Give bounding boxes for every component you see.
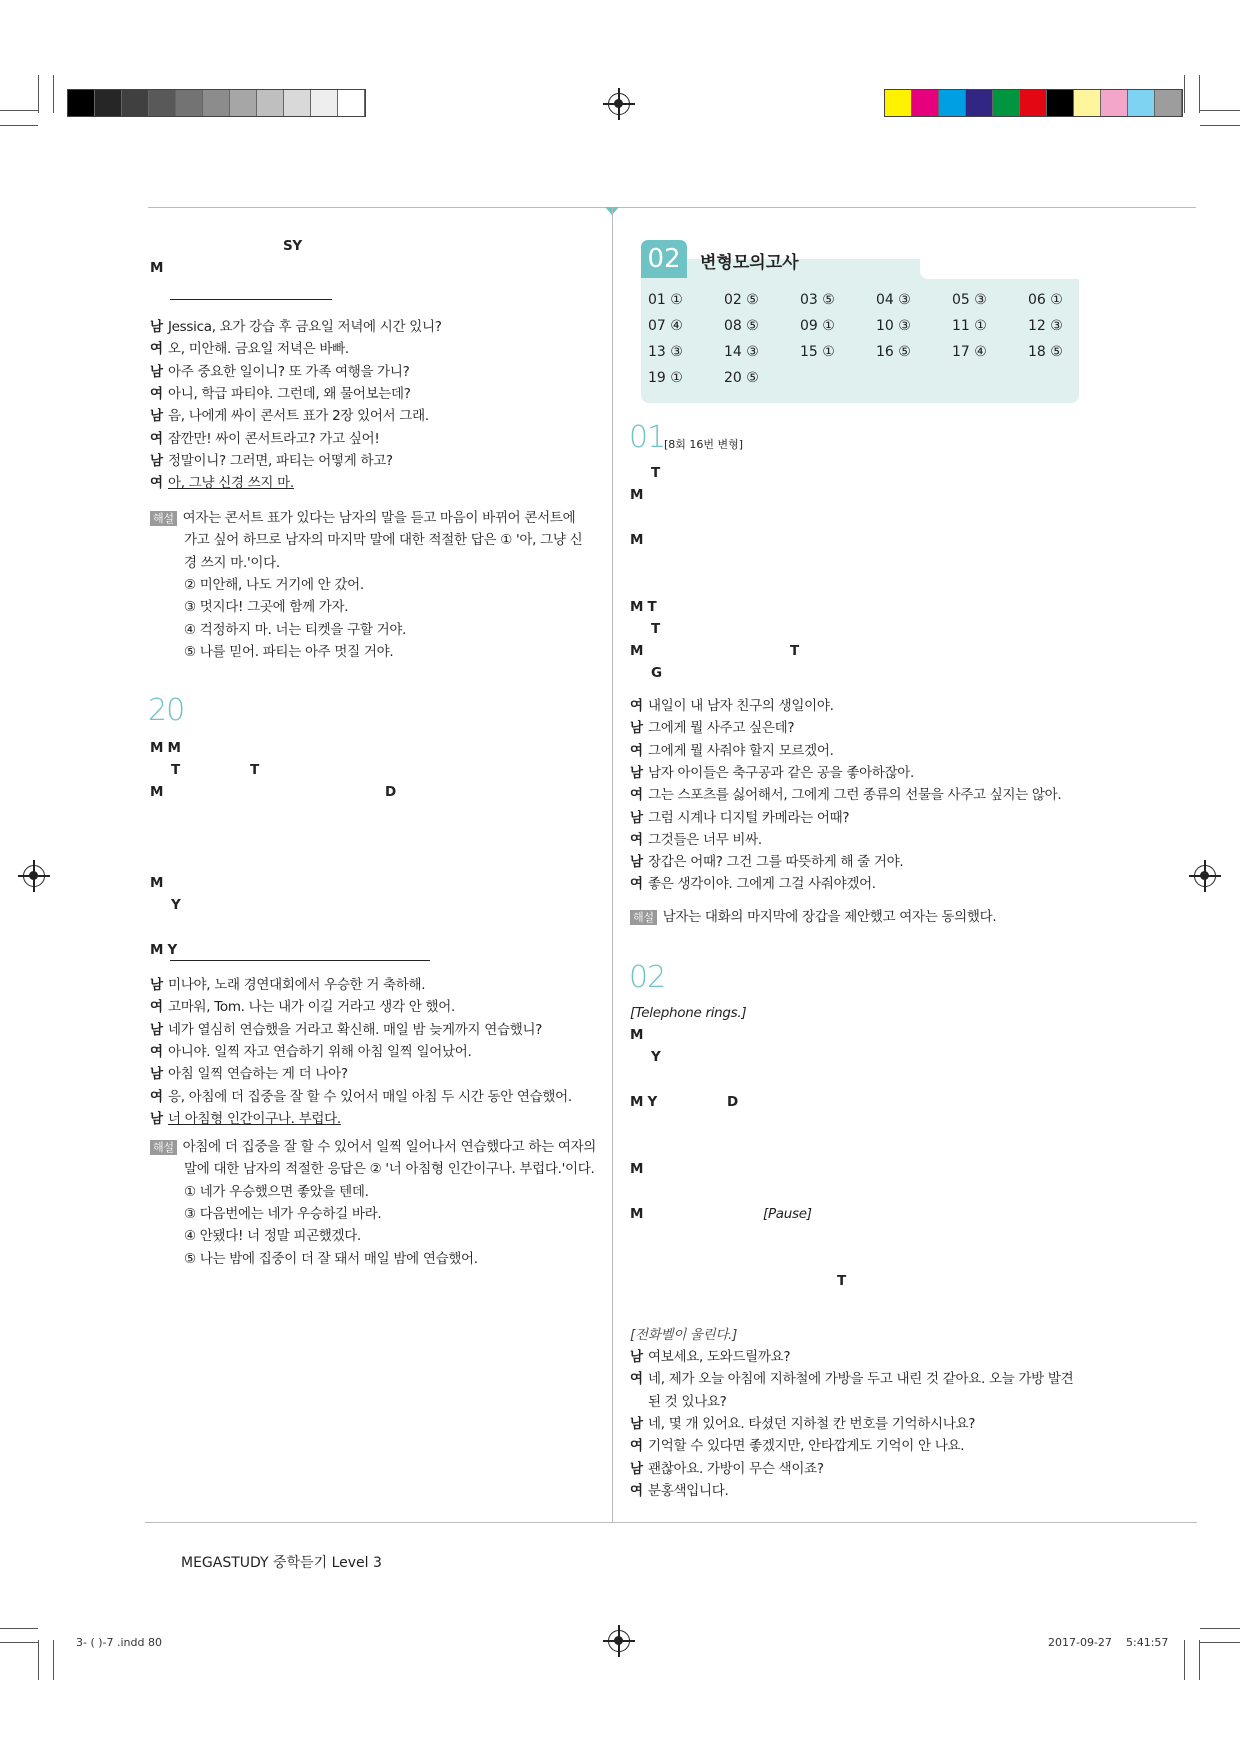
- answer-key-box: [641, 259, 1079, 403]
- q02-letter: Y: [651, 1049, 661, 1065]
- q01-number: 01: [629, 420, 666, 455]
- q01-explanation-text: 남자는 대화의 마지막에 장갑을 제안했고 여자는 동의했다.: [662, 909, 997, 925]
- speaker-label: 여: [150, 999, 163, 1016]
- dialogue-line: [150, 1042, 471, 1062]
- answer-cell: 19 ①: [648, 370, 683, 386]
- answer-cell: 06 ①: [1028, 292, 1063, 308]
- dialogue-text: 너 아침형 인간이구나. 부럽다.: [168, 1110, 341, 1127]
- answer-key-tab-notch: [920, 259, 1079, 279]
- dialogue-line: [150, 1064, 348, 1084]
- answer-cell: 05 ③: [952, 292, 987, 308]
- color-swatch: [1128, 90, 1155, 116]
- answer-cell: 18 ⑤: [1028, 344, 1063, 360]
- q20-letter: M: [150, 784, 164, 800]
- dialogue-line: [630, 1392, 727, 1412]
- dialogue-text: 장갑은 어때? 그건 그를 따뜻하게 해 줄 거야.: [648, 854, 904, 871]
- color-swatch: [885, 90, 912, 116]
- registration-mark-left: [23, 865, 45, 887]
- explanation-option: ③ 다음번에는 네가 우승하길 바라.: [184, 1205, 382, 1222]
- dialogue-line: [630, 785, 1061, 805]
- q01-letter: T: [790, 643, 799, 659]
- color-swatch: [68, 90, 95, 116]
- explanation-badge: 해설: [630, 910, 657, 925]
- answer-cell: 09 ①: [800, 318, 835, 334]
- answer-cell: 17 ④: [952, 344, 987, 360]
- speaker-label: 여: [150, 341, 163, 358]
- q20-letter: M: [150, 875, 164, 891]
- dialogue-line: [150, 1087, 572, 1107]
- dialogue-line: [630, 1347, 790, 1367]
- dialogue-line: [150, 406, 429, 426]
- q20-letter: D: [385, 784, 396, 800]
- q01-source: [8회 16번 변형]: [664, 438, 744, 451]
- color-swatch: [176, 90, 203, 116]
- section-number: 02: [647, 244, 681, 274]
- explanation-line: [184, 1159, 595, 1179]
- explanation-badge: 해설: [150, 1140, 177, 1155]
- q02-pause: [Pause]: [763, 1206, 812, 1222]
- speaker-label: 여: [150, 430, 163, 447]
- registration-mark-bottom: [608, 1630, 630, 1652]
- dialogue-text: 아주 중요한 일이니? 또 가족 여행을 가니?: [168, 363, 410, 380]
- dialogue-text: 분홍색입니다.: [648, 1482, 729, 1499]
- dialogue-line: [630, 741, 834, 761]
- dialogue-text: Jessica, 요가 강습 후 금요일 저녁에 시간 있니?: [168, 319, 442, 335]
- speaker-label: 여: [630, 1371, 643, 1388]
- q02-number: 02: [629, 960, 666, 995]
- dialogue-line: [630, 1369, 1073, 1389]
- q02-letter: T: [837, 1273, 846, 1289]
- explanation-text: 경 쓰지 마.'이다.: [184, 554, 280, 571]
- dialogue-text: 네가 열심히 연습했을 거라고 확신해. 매일 밤 늦게까지 연습했니?: [168, 1021, 543, 1038]
- q20-letter: M Y: [150, 942, 178, 958]
- answer-cell: 20 ⑤: [724, 370, 759, 386]
- q01-letter: M: [630, 487, 644, 503]
- dialogue-line: [630, 1436, 964, 1456]
- color-swatch: [284, 90, 311, 116]
- speaker-label: 여: [150, 1043, 163, 1060]
- explanation-line: [184, 530, 582, 550]
- speaker-label: 남: [150, 363, 163, 380]
- speaker-label: 여: [630, 787, 643, 804]
- speaker-label: 남: [150, 408, 163, 425]
- slug-file: 3- ( )-7 .indd 80: [76, 1636, 162, 1649]
- dialogue-line: [150, 317, 442, 337]
- answer-cell: 02 ⑤: [724, 292, 759, 308]
- q02-letter: M Y: [630, 1094, 658, 1110]
- explanation-line: [150, 1137, 596, 1157]
- dialogue-text: 괜찮아요. 가방이 무슨 색이죠?: [648, 1460, 824, 1477]
- speaker-label: 남: [150, 319, 163, 335]
- dialogue-line: [150, 384, 411, 404]
- dialogue-line: [630, 874, 876, 894]
- dialogue-text: 고마워, Tom. 나는 내가 이길 거라고 생각 안 했어.: [168, 999, 455, 1016]
- dialogue-line: [630, 808, 849, 828]
- color-swatch: [257, 90, 284, 116]
- q02-letter: M: [630, 1027, 644, 1043]
- dialogue-text: 남자 아이들은 축구공과 같은 공을 좋아하잖아.: [648, 764, 915, 781]
- color-swatch: [939, 90, 966, 116]
- q02-letter: M: [630, 1161, 644, 1177]
- answer-cell: 13 ③: [648, 344, 683, 360]
- dialogue-text: 응, 아침에 더 집중을 잘 할 수 있어서 매일 아침 두 시간 동안 연습했어.: [168, 1088, 572, 1105]
- q19-code: SY: [283, 238, 302, 254]
- color-swatch: [912, 90, 939, 116]
- dialogue-text: 그에게 뭘 사주고 싶은데?: [648, 720, 795, 737]
- q02-letter: D: [727, 1094, 738, 1110]
- answer-cell: 08 ⑤: [724, 318, 759, 334]
- explanation-text: 여자는 콘서트 표가 있다는 남자의 말을 듣고 마음이 바뀌어 콘서트에: [182, 510, 576, 526]
- answer-cell: 10 ③: [876, 318, 911, 334]
- answer-cell: 15 ①: [800, 344, 835, 360]
- explanation-line: [184, 553, 280, 573]
- speaker-label: 여: [630, 831, 643, 848]
- answer-cell: 12 ③: [1028, 318, 1063, 334]
- speaker-label: 남: [630, 764, 643, 781]
- dialogue-text: 아니야. 일찍 자고 연습하기 위해 아침 일찍 일어났어.: [168, 1043, 472, 1060]
- q01-letter: M: [630, 532, 644, 548]
- q02-kr-stage: [전화벨이 울린다.]: [630, 1327, 738, 1343]
- answer-cell: 04 ③: [876, 292, 911, 308]
- speaker-label: 남: [150, 1110, 163, 1127]
- answer-cell: 01 ①: [648, 292, 683, 308]
- color-swatch: [338, 90, 365, 116]
- explanation-text: 가고 싶어 하므로 남자의 마지막 말에 대한 적절한 답은 ① '아, 그냥 신: [184, 532, 583, 549]
- answer-cell: 14 ③: [724, 344, 759, 360]
- dialogue-line: [150, 1020, 542, 1040]
- speaker-label: 여: [630, 876, 643, 893]
- answer-cell: 03 ⑤: [800, 292, 835, 308]
- speaker-label: 여: [630, 1482, 643, 1499]
- color-swatch: [1155, 90, 1182, 116]
- speaker-label: 남: [630, 854, 643, 871]
- dialogue-text: 네, 몇 개 있어요. 타셨던 지하철 칸 번호를 기억하시나요?: [648, 1415, 976, 1432]
- speaker-label: 여: [630, 698, 643, 714]
- dialogue-line: [150, 473, 294, 493]
- dialogue-text: 네, 제가 오늘 아침에 지하철에 가방을 두고 내린 것 같아요. 오늘 가방 발견: [648, 1371, 1074, 1388]
- color-swatch-bar: [884, 89, 1183, 117]
- explanation-option: ⑤ 나는 밤에 집중이 더 잘 돼서 매일 밤에 연습했어.: [184, 1250, 478, 1267]
- gray-swatch-bar: [67, 89, 366, 117]
- section-title: 변형모의고사: [700, 253, 799, 273]
- dialogue-line: [630, 718, 794, 738]
- speaker-label: 여: [630, 742, 643, 759]
- color-swatch: [1101, 90, 1128, 116]
- registration-mark-top: [608, 93, 630, 115]
- dialogue-line: [150, 339, 349, 359]
- color-swatch: [311, 90, 338, 116]
- color-swatch: [203, 90, 230, 116]
- q19-blank-line: [170, 299, 332, 300]
- dialogue-text: 정말이니? 그러면, 파티는 어떻게 하고?: [168, 452, 393, 469]
- dialogue-line: [150, 429, 379, 449]
- speaker-label: 남: [630, 1349, 643, 1365]
- q01-letter: T: [651, 621, 660, 637]
- speaker-label: 남: [150, 452, 163, 469]
- dialogue-line: [150, 997, 455, 1017]
- q20-number: 20: [148, 693, 185, 728]
- dialogue-text: 오, 미안해. 금요일 저녁은 바빠.: [168, 341, 349, 358]
- explanation-option: ④ 안됐다! 너 정말 피곤했겠다.: [184, 1228, 362, 1245]
- color-swatch: [149, 90, 176, 116]
- dialogue-text: 미나야, 노래 경연대회에서 우승한 거 축하해.: [168, 977, 426, 993]
- registration-mark-right: [1194, 865, 1216, 887]
- explanation-option: ② 미안해, 나도 거기에 안 갔어.: [184, 576, 364, 593]
- dialogue-line: [630, 830, 762, 850]
- explanation-option: ⑤ 나를 믿어. 파티는 아주 멋질 거야.: [184, 643, 394, 660]
- dialogue-text: 잠깐만! 싸이 콘서트라고? 가고 싶어!: [168, 430, 380, 447]
- color-swatch: [1020, 90, 1047, 116]
- answer-cell: 07 ④: [648, 318, 683, 334]
- q01-letter: T: [651, 465, 660, 481]
- q01-letter: M: [630, 643, 644, 659]
- dialogue-text: 그럼 시계나 디지털 카메라는 어때?: [648, 809, 850, 826]
- answer-cell: 16 ⑤: [876, 344, 911, 360]
- q20-letter: T: [171, 762, 180, 778]
- speaker-label: 여: [150, 385, 163, 402]
- column-divider: [612, 207, 613, 1522]
- dialogue-text: 그것들은 너무 비싸.: [648, 831, 762, 848]
- speaker-label: 남: [630, 809, 643, 826]
- speaker-label: 남: [150, 977, 163, 993]
- q01-explanation: [630, 907, 996, 927]
- color-swatch: [1074, 90, 1101, 116]
- dialogue-text: 아니, 학급 파티야. 그런데, 왜 물어보는데?: [168, 385, 411, 402]
- q02-stage-direction: [Telephone rings.]: [630, 1005, 747, 1021]
- speaker-label: 여: [630, 1438, 643, 1455]
- explanation-line: [150, 508, 575, 528]
- answer-cell: 11 ①: [952, 318, 987, 334]
- slug-time: 5:41:57: [1126, 1636, 1169, 1649]
- color-swatch: [993, 90, 1020, 116]
- q20-blank-line: [170, 960, 430, 961]
- dialogue-text: 아침 일찍 연습하는 게 더 나아?: [168, 1066, 348, 1083]
- dialogue-text: 음, 나에게 싸이 콘서트 표가 2장 있어서 그래.: [168, 408, 429, 425]
- explanation-text: 아침에 더 집중을 잘 할 수 있어서 일찍 일어나서 연습했다고 하는 여자의: [182, 1139, 597, 1155]
- dialogue-text: 된 것 있나요?: [648, 1393, 727, 1410]
- explanation-badge: 해설: [150, 511, 177, 526]
- speaker-label: 남: [630, 720, 643, 737]
- dialogue-line: [150, 451, 393, 471]
- dialogue-line: [630, 1414, 975, 1434]
- color-swatch: [95, 90, 122, 116]
- q01-letter: G: [651, 665, 662, 681]
- speaker-label: 여: [150, 475, 163, 492]
- speaker-label: 여: [150, 1088, 163, 1105]
- q20-letter: M M: [150, 740, 181, 756]
- dialogue-text: 아, 그냥 신경 쓰지 마.: [168, 475, 294, 492]
- dialogue-line: [150, 1109, 341, 1129]
- explanation-text: 말에 대한 남자의 적절한 응답은 ② '너 아침형 인간이구나. 부럽다.'이다.: [184, 1161, 595, 1178]
- slug-date: 2017-09-27: [1048, 1636, 1112, 1649]
- color-swatch: [230, 90, 257, 116]
- dialogue-line: [630, 1459, 824, 1479]
- dialogue-text: 좋은 생각이야. 그에게 그걸 사줘야겠어.: [648, 876, 876, 893]
- color-swatch: [122, 90, 149, 116]
- speaker-label: 남: [150, 1021, 163, 1038]
- dialogue-line: [630, 696, 834, 716]
- speaker-label: 남: [630, 1415, 643, 1432]
- color-swatch: [966, 90, 993, 116]
- dialogue-line: [630, 1481, 728, 1501]
- dialogue-text: 기억할 수 있다면 좋겠지만, 안타깝게도 기억이 안 나요.: [648, 1438, 965, 1455]
- q20-letter: T: [250, 762, 259, 778]
- dialogue-text: 그에게 뭘 사줘야 할지 모르겠어.: [648, 742, 834, 759]
- speaker-label: 남: [150, 1066, 163, 1083]
- dialogue-text: 내일이 내 남자 친구의 생일이야.: [648, 698, 834, 714]
- footer-brand: MEGASTUDY 중학듣기 Level 3: [181, 1555, 382, 1571]
- q02-letter: M: [630, 1206, 644, 1222]
- dialogue-line: [150, 362, 410, 382]
- speaker-label: 남: [630, 1460, 643, 1477]
- top-rule: [148, 207, 1196, 208]
- bottom-rule: [145, 1522, 1197, 1523]
- q01-letter: M T: [630, 599, 657, 615]
- dialogue-text: 여보세요, 도와드릴까요?: [648, 1349, 791, 1365]
- explanation-option: ④ 걱정하지 마. 너는 티켓을 구할 거야.: [184, 621, 407, 638]
- dialogue-text: 그는 스포츠를 싫어해서, 그에게 그런 종류의 선물을 사주고 싶지는 않아.: [648, 787, 1062, 804]
- dialogue-line: [630, 763, 914, 783]
- q19-speaker: M: [150, 260, 164, 276]
- explanation-option: ③ 멋지다! 그곳에 함께 가자.: [184, 599, 349, 616]
- dialogue-line: [630, 852, 903, 872]
- color-swatch: [1047, 90, 1074, 116]
- section-number-badge: [641, 240, 687, 278]
- explanation-option: ① 네가 우승했으면 좋았을 텐데.: [184, 1183, 369, 1200]
- q20-letter: Y: [171, 897, 181, 913]
- dialogue-line: [150, 975, 425, 995]
